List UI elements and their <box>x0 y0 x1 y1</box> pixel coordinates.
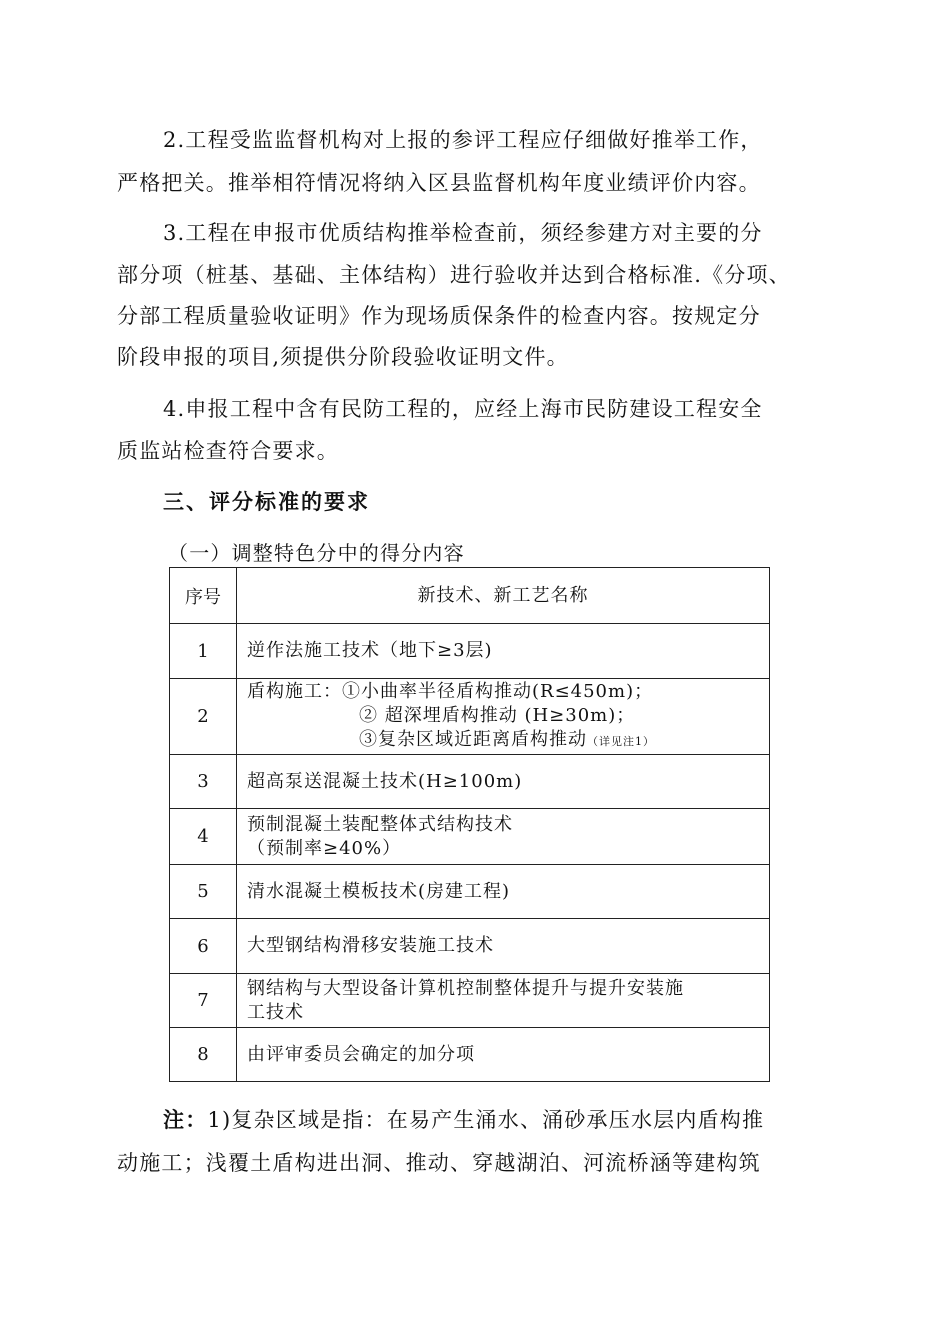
row-no: 3 <box>170 755 237 809</box>
table-row <box>170 919 770 974</box>
note-label: 注： <box>163 1108 208 1132</box>
note-text: 1)复杂区域是指：在易产生涌水、涌砂承压水层内盾构推 <box>207 1108 765 1132</box>
row-line: ② 超深埋盾构推动 (H≥30m)； <box>359 704 636 726</box>
row-no: 8 <box>170 1028 237 1082</box>
table-caption: （一）调整特色分中的得分内容 <box>168 541 465 565</box>
row-line: （预制率≥40%） <box>247 837 402 859</box>
paragraph-4-line-2: 质监站检查符合要求。 <box>117 439 339 463</box>
row-no: 6 <box>170 919 237 974</box>
paragraph-3-line-4: 阶段申报的项目,须提供分阶段验收证明文件。 <box>117 345 569 369</box>
row-no: 2 <box>170 679 237 755</box>
header-name: 新技术、新工艺名称 <box>237 568 770 624</box>
table-row <box>170 974 770 1028</box>
table-row <box>170 1028 770 1082</box>
row-name <box>237 809 770 865</box>
row-line: 钢结构与大型设备计算机控制整体提升与提升安装施 <box>247 977 684 999</box>
paragraph-3-line-3: 分部工程质量验收证明》作为现场质保条件的检查内容。按规定分 <box>117 304 761 328</box>
table-row <box>170 809 770 865</box>
table-row <box>170 679 770 755</box>
note-line-2: 动施工；浅覆土盾构进出洞、推动、穿越湖泊、河流桥涵等建构筑 <box>117 1151 761 1175</box>
paragraph-2-line-2: 严格把关。推举相符情况将纳入区县监督机构年度业绩评价内容。 <box>117 171 761 195</box>
row-name: 逆作法施工技术（地下≥3层) <box>237 624 770 679</box>
paragraph-3-line-1: 3.工程在申报市优质结构推举检查前，须经参建方对主要的分 <box>163 221 763 245</box>
table-header-row <box>170 568 770 624</box>
section-heading: 三、评分标准的要求 <box>163 490 370 514</box>
paragraph-3-line-2: 部分项（桩基、基础、主体结构）进行验收并达到合格标准.《分项、 <box>117 263 791 287</box>
row-no: 7 <box>170 974 237 1028</box>
paragraph-2-line-1: 2.工程受监监督机构对上报的参评工程应仔细做好推举工作， <box>163 128 763 152</box>
row-name: 由评审委员会确定的加分项 <box>237 1028 770 1082</box>
table-row <box>170 624 770 679</box>
row-line: 工技术 <box>247 1001 304 1023</box>
row-line-text: ③复杂区域近距离盾构推动 <box>359 728 587 750</box>
note-line-1 <box>163 1105 764 1135</box>
row-no: 1 <box>170 624 237 679</box>
row-line: 盾构施工：①小曲率半径盾构推动(R≤450m)； <box>247 680 654 702</box>
technology-table <box>169 567 770 1082</box>
row-name <box>237 679 770 755</box>
header-no: 序号 <box>170 568 237 624</box>
row-no: 4 <box>170 809 237 865</box>
table-row <box>170 865 770 919</box>
paragraph-4-line-1: 4.申报工程中含有民防工程的，应经上海市民防建设工程安全 <box>163 397 763 421</box>
row-name <box>237 974 770 1028</box>
row-no: 5 <box>170 865 237 919</box>
row-name: 清水混凝土模板技术(房建工程) <box>237 865 770 919</box>
row-line <box>247 728 769 754</box>
table-row <box>170 755 770 809</box>
row-name: 大型钢结构滑移安装施工技术 <box>237 919 770 974</box>
row-name: 超高泵送混凝土技术(H≥100m) <box>237 755 770 809</box>
footnote-ref: （详见注1） <box>587 734 655 748</box>
row-line: 预制混凝土装配整体式结构技术 <box>247 813 513 835</box>
